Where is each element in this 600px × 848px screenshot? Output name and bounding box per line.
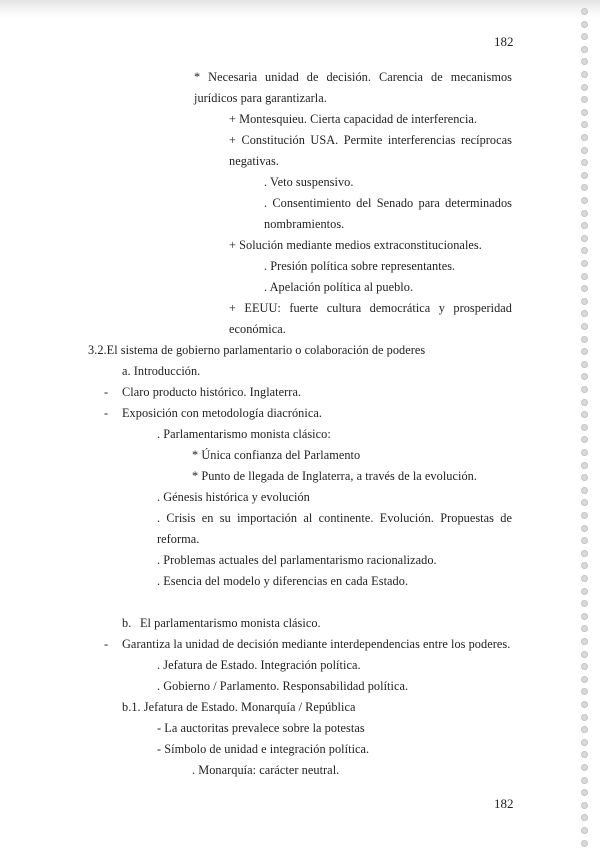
binding-hole xyxy=(581,184,588,191)
binding-hole xyxy=(581,172,588,179)
binding-hole xyxy=(581,562,588,569)
binding-hole xyxy=(581,550,588,557)
binding-hole xyxy=(581,714,588,721)
spiral-binding xyxy=(576,0,600,848)
text-line: * Necesaria unidad de decisión. Carencia de mecanismos xyxy=(194,70,512,84)
binding-hole xyxy=(581,21,588,28)
binding-hole xyxy=(581,814,588,821)
binding-hole xyxy=(581,487,588,494)
binding-hole xyxy=(581,310,588,317)
text-line: . Problemas actuales del parlamentarismo racionalizado. xyxy=(157,553,437,567)
scan-top-shadow xyxy=(0,0,600,18)
binding-hole xyxy=(581,575,588,582)
binding-hole xyxy=(581,285,588,292)
text-line: Claro producto histórico. Inglaterra. xyxy=(122,385,302,399)
binding-hole xyxy=(581,613,588,620)
binding-hole xyxy=(581,827,588,834)
text-line: + Constitución USA. Permite interferencias recíprocas xyxy=(229,133,512,147)
binding-hole xyxy=(581,46,588,53)
text-line: económica. xyxy=(229,322,286,336)
binding-hole xyxy=(581,147,588,154)
binding-hole xyxy=(581,726,588,733)
text-line: reforma. xyxy=(157,532,200,546)
binding-hole xyxy=(581,436,588,443)
subsection-heading: El parlamentarismo monista clásico. xyxy=(140,616,321,630)
text-line: - Símbolo de unidad e integración política. xyxy=(157,742,370,756)
text-line: Garantiza la unidad de decisión mediante interdependencias entre los poderes. xyxy=(122,637,511,651)
text-line: jurídicos para garantizarla. xyxy=(194,91,327,105)
binding-hole xyxy=(581,499,588,506)
subsection-heading: a. Introducción. xyxy=(122,364,201,378)
subsection-heading: b.1. Jefatura de Estado. Monarquía / República xyxy=(122,700,356,714)
text-line: - La auctoritas prevalece sobre la potestas xyxy=(157,721,365,735)
binding-hole xyxy=(581,8,588,15)
text-line: . Génesis histórica y evolución xyxy=(157,490,310,504)
binding-hole xyxy=(581,134,588,141)
binding-hole xyxy=(581,751,588,758)
binding-hole xyxy=(581,512,588,519)
binding-hole xyxy=(581,336,588,343)
text-line: . Presión política sobre representantes. xyxy=(264,259,456,273)
footer-page-number: 182 xyxy=(494,796,514,811)
binding-hole xyxy=(581,273,588,280)
binding-hole xyxy=(581,462,588,469)
binding-hole xyxy=(581,625,588,632)
binding-hole xyxy=(581,109,588,116)
binding-hole xyxy=(581,411,588,418)
binding-hole xyxy=(581,71,588,78)
text-line: negativas. xyxy=(229,154,280,168)
binding-hole xyxy=(581,247,588,254)
binding-hole xyxy=(581,159,588,166)
binding-hole xyxy=(581,663,588,670)
binding-hole xyxy=(581,739,588,746)
binding-hole xyxy=(581,588,588,595)
text-line: . Jefatura de Estado. Integración política. xyxy=(157,658,361,672)
binding-hole xyxy=(581,210,588,217)
binding-hole xyxy=(581,323,588,330)
header-page-number: 182 xyxy=(494,34,514,49)
binding-hole xyxy=(581,764,588,771)
text-line: Exposición con metodología diacrónica. xyxy=(122,406,322,420)
binding-hole xyxy=(581,802,588,809)
binding-hole xyxy=(581,58,588,65)
text-line: . Consentimiento del Senado para determinados xyxy=(264,196,512,210)
binding-hole xyxy=(581,260,588,267)
binding-hole xyxy=(581,676,588,683)
binding-hole xyxy=(581,361,588,368)
text-line: + EEUU: fuerte cultura democrática y prosperidad xyxy=(229,301,512,315)
binding-hole xyxy=(581,777,588,784)
binding-hole xyxy=(581,600,588,607)
section-heading: 3.2.El sistema de gobierno parlamentario o colaboración de poderes xyxy=(88,343,426,357)
binding-hole xyxy=(581,638,588,645)
binding-hole xyxy=(581,121,588,128)
binding-hole xyxy=(581,474,588,481)
binding-hole xyxy=(581,386,588,393)
binding-hole xyxy=(581,399,588,406)
text-line: * Punto de llegada de Inglaterra, a través de la evolución. xyxy=(192,469,477,483)
dash-bullet: - xyxy=(104,406,109,420)
binding-hole xyxy=(581,688,588,695)
binding-hole xyxy=(581,222,588,229)
text-line: nombramientos. xyxy=(264,217,345,231)
binding-hole xyxy=(581,235,588,242)
text-line: * Única confianza del Parlamento xyxy=(192,448,361,462)
binding-hole xyxy=(581,537,588,544)
text-line: + Solución mediante medios extraconstitucionales. xyxy=(229,238,482,252)
binding-hole xyxy=(581,197,588,204)
binding-hole xyxy=(581,96,588,103)
text-line: . Gobierno / Parlamento. Responsabilidad política. xyxy=(157,679,409,693)
text-line: . Esencia del modelo y diferencias en cada Estado. xyxy=(157,574,409,588)
text-line: . Veto suspensivo. xyxy=(264,175,354,189)
binding-hole xyxy=(581,789,588,796)
binding-hole xyxy=(581,525,588,532)
binding-hole xyxy=(581,651,588,658)
binding-hole xyxy=(581,84,588,91)
binding-hole xyxy=(581,449,588,456)
text-line: + Montesquieu. Cierta capacidad de interferencia. xyxy=(229,112,478,126)
text-line: . Monarquía: carácter neutral. xyxy=(192,763,340,777)
binding-hole xyxy=(581,840,588,847)
text-line: . Parlamentarismo monista clásico: xyxy=(157,427,331,441)
binding-hole xyxy=(581,701,588,708)
binding-hole xyxy=(581,348,588,355)
binding-hole xyxy=(581,373,588,380)
binding-hole xyxy=(581,298,588,305)
text-line: . Apelación política al pueblo. xyxy=(264,280,414,294)
subsection-label: b. xyxy=(122,616,132,630)
binding-hole xyxy=(581,33,588,40)
dash-bullet: - xyxy=(104,385,109,399)
text-line: . Crisis en su importación al continente. Evolución. Propuestas de xyxy=(157,511,512,525)
binding-hole xyxy=(581,424,588,431)
dash-bullet: - xyxy=(104,637,109,651)
